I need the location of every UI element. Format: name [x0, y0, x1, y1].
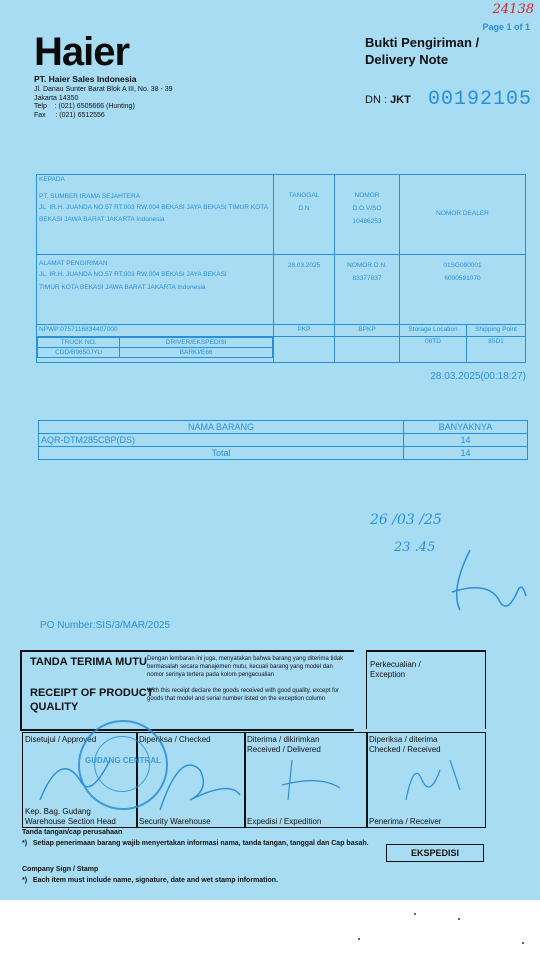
- dn-number-cell: [335, 255, 400, 325]
- address-line: Jakarta 14350: [34, 94, 79, 102]
- recipient-cell: [37, 175, 274, 255]
- truck-value: CDD/B9650JYU: [38, 348, 120, 358]
- received-label-line: Received / Delivered: [247, 744, 321, 754]
- receipt-title-en-line: QUALITY: [30, 701, 79, 713]
- items-table: [38, 420, 528, 460]
- checked-received-line: Diperiksa / diterima: [369, 735, 438, 744]
- truck-driver-cell: [37, 337, 274, 363]
- scan-speck: [358, 938, 360, 940]
- stamp-text: GUDANG CENTRAL: [85, 756, 161, 765]
- scan-speck: [522, 942, 524, 944]
- receiver-footer: Penerima / Receiver: [369, 816, 442, 826]
- number-sub: D.O.V/SO: [352, 205, 382, 212]
- shipping-address-line: TIMUR KOTA BEKASI JAWA BARAT JAKARTA Indonesia: [39, 284, 206, 291]
- handwritten-date: 26 /03 /25: [370, 512, 442, 528]
- company-name: PT. Haier Sales Indonesia: [34, 74, 137, 84]
- company-sign-note-en: Company Sign / Stamp: [22, 866, 99, 873]
- dn-label-text: DN :: [365, 94, 387, 106]
- exception-box: [366, 650, 486, 729]
- received-label-line: Diterima / dikirimkan: [247, 735, 320, 744]
- address-line: Fax : (021) 6512556: [34, 111, 105, 119]
- requirement-note-id: *) Setiap penerimaan barang wajib menyertakan informasi nama, tanda tangan, tanggal dan Cap basah.: [22, 840, 369, 847]
- checked-received-line: Checked / Received: [369, 744, 441, 754]
- checked-footer: Security Warehouse: [139, 816, 211, 826]
- item-qty: 14: [404, 434, 528, 447]
- ekspedisi-label: EKSPEDISI: [386, 844, 484, 862]
- shipping-address-cell: [37, 255, 274, 325]
- po-number: PO Number:SIS/3/MAR/2025: [40, 620, 171, 631]
- handwritten-signature-icon: [430, 540, 530, 620]
- number-label: NOMOR: [354, 192, 380, 199]
- dn-number: 00192105: [428, 88, 533, 111]
- title-line: Delivery Note: [365, 52, 449, 67]
- receipt-title-id: TANDA TERIMA MUTU: [30, 656, 147, 668]
- dealer-cell: [400, 175, 526, 255]
- document-title: [365, 34, 525, 68]
- checked-label: Diperiksa / Checked: [139, 735, 211, 744]
- requirement-note-en: *) Each item must include name, signature, date and wet stamp information.: [22, 877, 278, 884]
- date-value: 28.03.2025: [287, 262, 321, 269]
- truck-label: TRUCK NO.: [38, 338, 120, 348]
- received-footer: Expedisi / Expedition: [247, 816, 322, 826]
- address-line: Jl. Danau Sunter Barat Blok A III, No. 38 - 39: [34, 86, 173, 93]
- shipping-address-line: JL. IR.H. JUANDA NO.57 RT.003 RW.004 BEKASI JAYA BEKASI: [39, 271, 227, 278]
- print-timestamp: 28.03.2025(00:18:27): [430, 371, 526, 382]
- info-table: [36, 174, 526, 363]
- table-row: [39, 434, 528, 447]
- scan-speck: [458, 918, 460, 920]
- storage-label-cell: Storage Location: [400, 325, 467, 337]
- scan-speck: [414, 913, 416, 915]
- recipient-label: KEPADA: [39, 176, 65, 183]
- item-name: AQR-DTM285CBP(DS): [39, 434, 404, 447]
- receipt-title-en: [30, 686, 153, 714]
- exception-label-line: Perkecualian /: [370, 660, 421, 669]
- dn-prefix: JKT: [390, 94, 411, 106]
- dn-number-label: NOMOR D.N.: [347, 262, 387, 269]
- bpkp-value-cell: [335, 337, 400, 363]
- shipping-point-label-cell: Shipping Point: [467, 325, 526, 337]
- driver-label: DRIVER/EKSPEDISI: [120, 338, 273, 348]
- date-sub: D.N: [298, 205, 310, 212]
- haier-logo: Haier: [34, 30, 130, 74]
- truck-table: [37, 337, 273, 358]
- driver-value: BARKI/E66: [120, 348, 273, 358]
- dealer-value: 6000591070: [444, 275, 481, 282]
- do-number: 10486253: [352, 218, 382, 225]
- page-indicator: Page 1 of 1: [482, 22, 530, 32]
- title-line: Bukti Pengiriman /: [365, 35, 480, 50]
- pkp-value-cell: [274, 337, 335, 363]
- approved-footer-line: Warehouse Section Head: [25, 816, 116, 826]
- total-value: 14: [404, 447, 528, 460]
- item-qty-header: BANYAKNYA: [404, 421, 528, 434]
- recipient-name: PT. SUMBER IRAMA SEJAHTERA: [39, 193, 141, 200]
- date-cell: [274, 175, 335, 255]
- approved-footer-line: Kep. Bag. Gudang: [25, 807, 91, 816]
- company-address: [34, 86, 214, 120]
- recipient-address: JL. IR.H. JUANDA NO.57 RT.003 RW.004 BEKASI JAYA BEKASI TIMUR KOTA BEKASI JAWA BARAT JAKARTA Indonesia: [39, 204, 268, 223]
- date-value-cell: [274, 255, 335, 325]
- dealer-value: 01SG090001: [443, 262, 482, 269]
- shipping-address-label: ALAMAT PENGIRIMAN: [39, 260, 108, 267]
- date-label: TANGGAL: [288, 192, 320, 199]
- signatures-icon: [30, 740, 490, 820]
- pkp-cell: PKP: [274, 325, 335, 337]
- shipping-point-value-cell: 85D1: [467, 337, 526, 363]
- exception-label-line: Exception: [370, 670, 406, 679]
- bpkp-cell: BPKP: [335, 325, 400, 337]
- dealer-label: NOMOR DEALER: [436, 210, 489, 217]
- exception-label: [370, 660, 421, 680]
- handwritten-number: 24138: [492, 2, 534, 17]
- handwritten-time: 23 .45: [394, 540, 436, 555]
- receipt-text-en: With this receipt declare the goods received with good quality, except for goods that model and serial number listed on the exception column: [147, 688, 339, 702]
- approved-label: Disetujui / Approved: [25, 735, 97, 744]
- dealer-values-cell: [400, 255, 526, 325]
- npwp-cell: NPWP:0757116834407000: [37, 325, 274, 337]
- total-label: Total: [39, 447, 404, 460]
- receipt-text-id: Dengan lembaran ini juga, menyatakan bahwa barang yang diterima tidak bermasalah secara manajemen mutu, kecuali barang yang model dan nomor serinya tertera pada kolom pengecualian: [147, 656, 344, 678]
- storage-value-cell: 08TD: [400, 337, 467, 363]
- item-name-header: NAMA BARANG: [39, 421, 404, 434]
- address-line: Telp : (021) 6505666 (Hunting): [34, 103, 135, 111]
- company-sign-note-id: Tanda tangan/cap perusahaan: [22, 829, 123, 836]
- receipt-title-en-line: RECEIPT OF PRODUCT: [30, 687, 154, 699]
- dn-number-value: 83377837: [352, 275, 382, 282]
- dn-label: [365, 94, 411, 106]
- number-cell: [335, 175, 400, 255]
